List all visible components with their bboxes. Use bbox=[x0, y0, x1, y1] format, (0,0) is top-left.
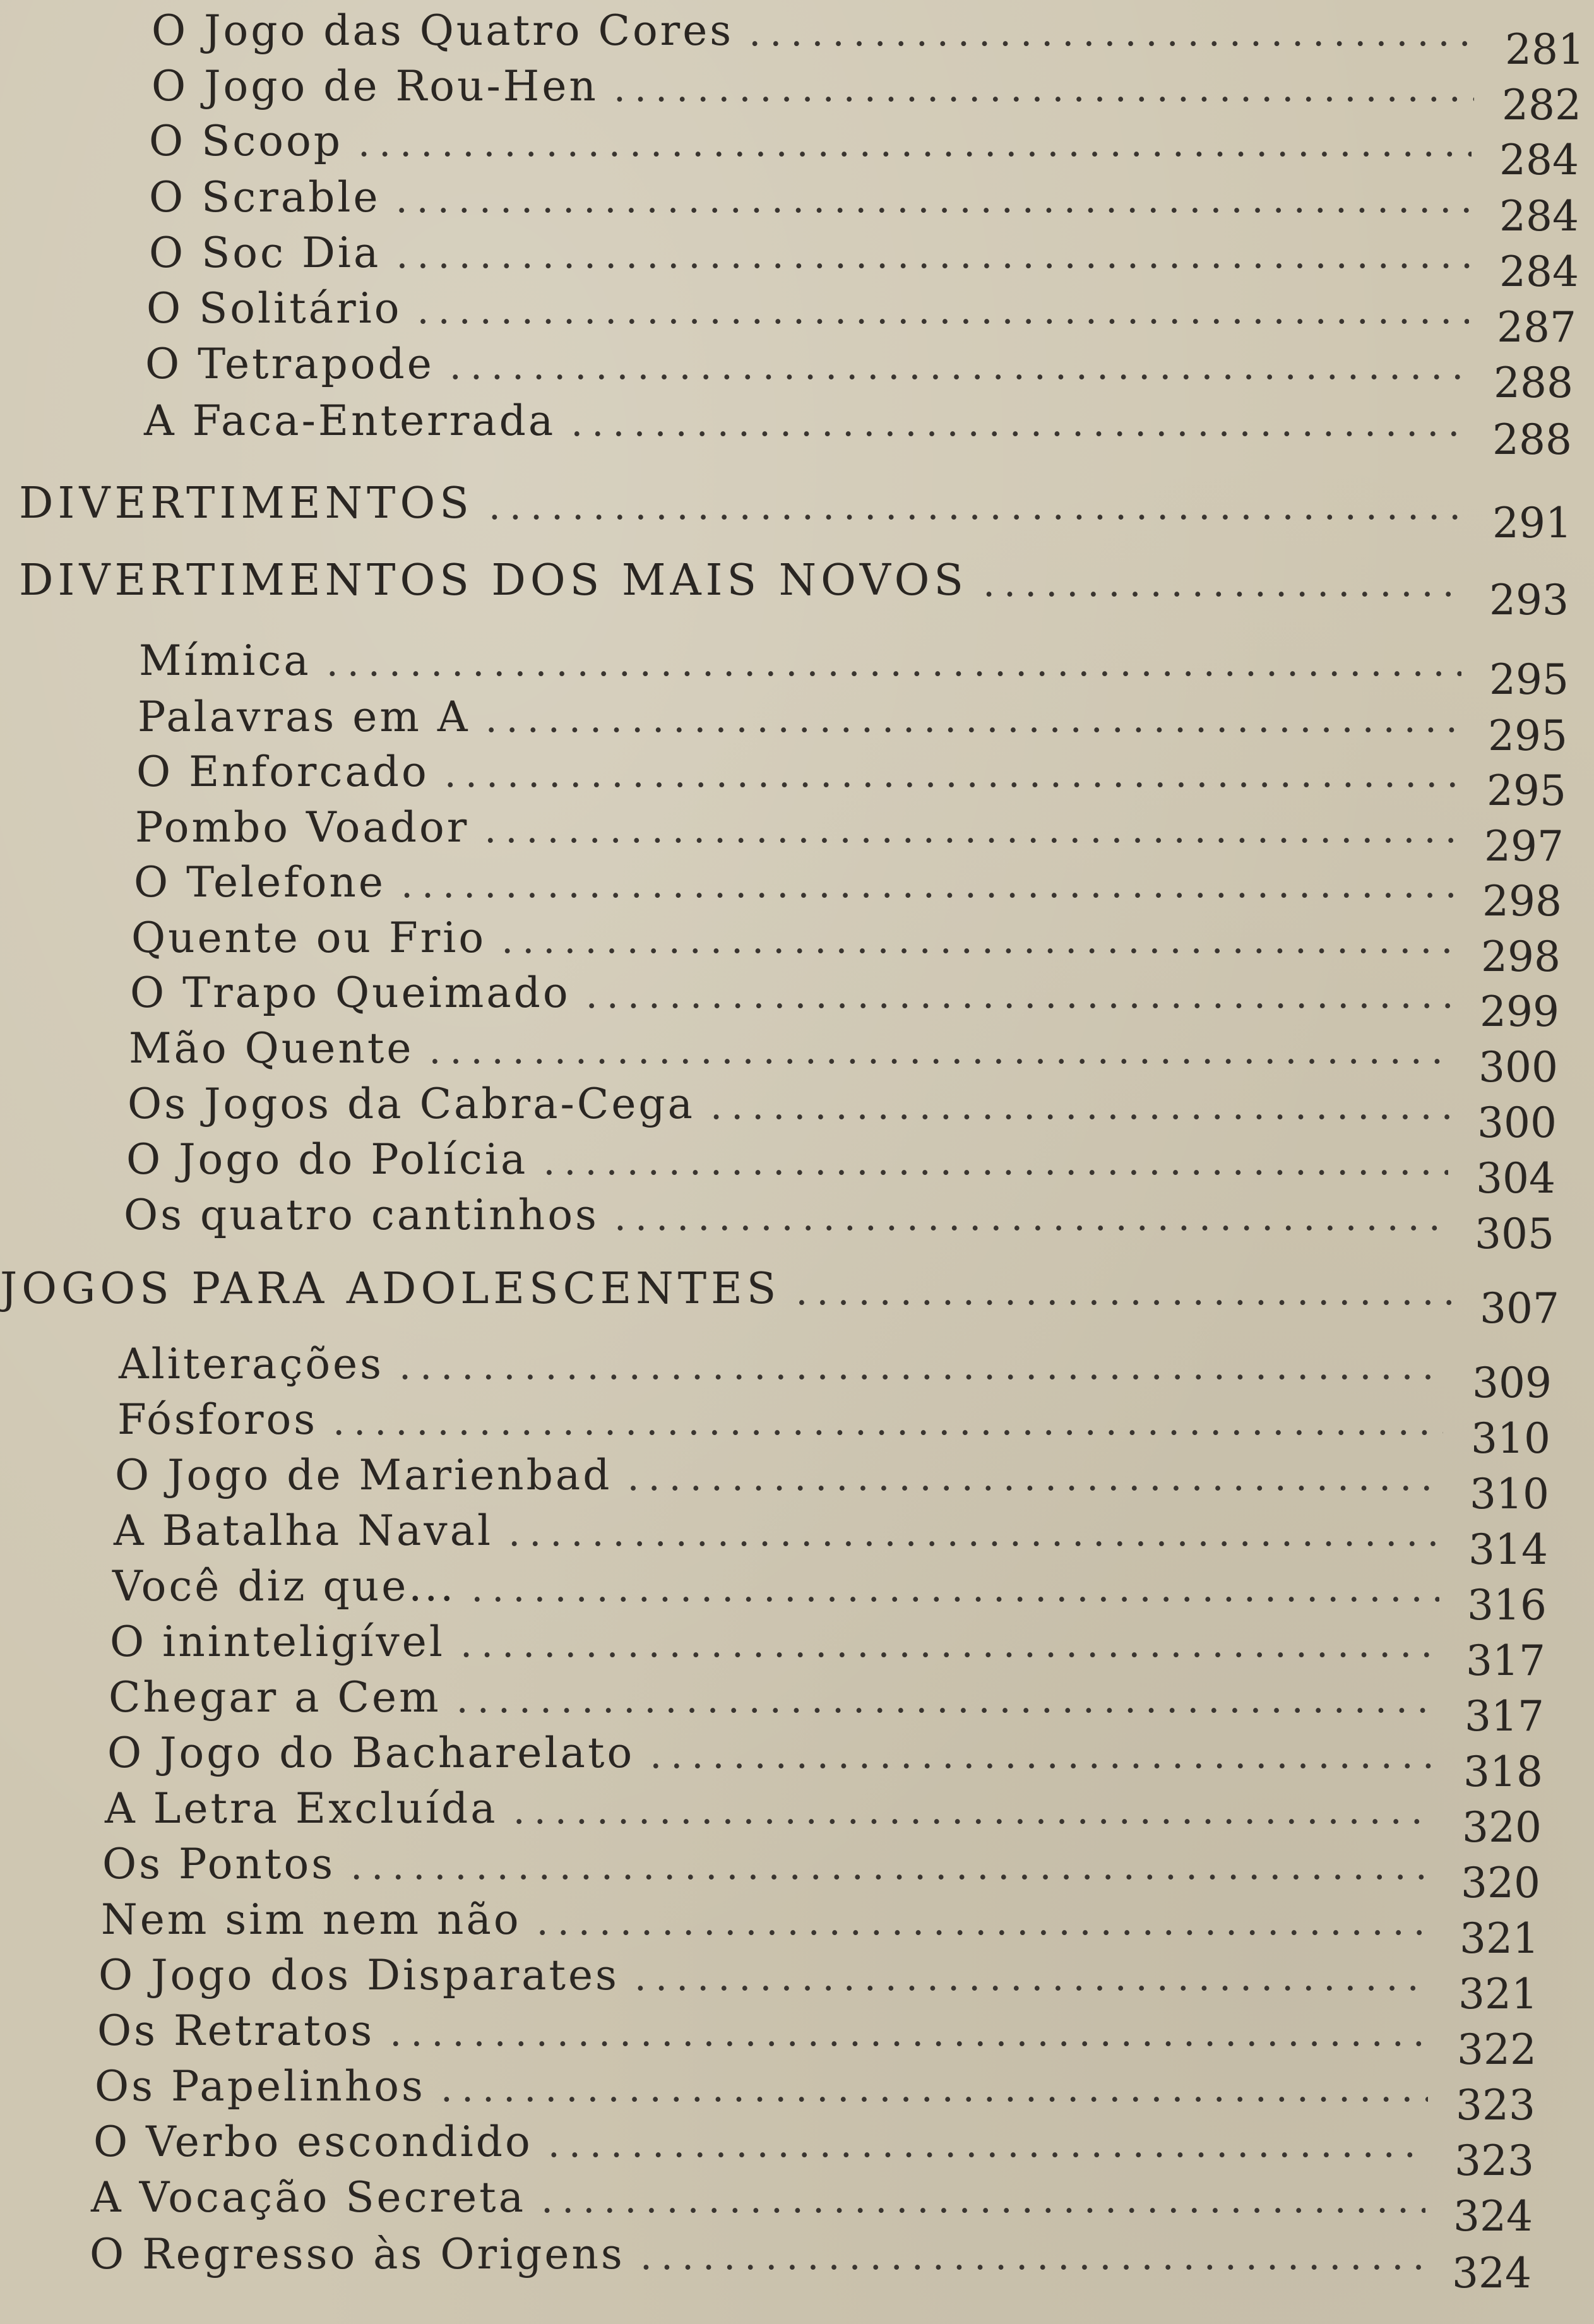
toc-entry-page: 324 bbox=[1452, 2249, 1532, 2297]
toc-entry-title: Os Retratos bbox=[97, 2006, 375, 2055]
dot-leader bbox=[614, 1198, 1447, 1236]
dot-leader bbox=[614, 69, 1474, 107]
toc-entry-page: 322 bbox=[1457, 2025, 1537, 2074]
dot-leader bbox=[548, 2125, 1427, 2163]
toc-entry-title: O Trapo Queimado bbox=[130, 968, 571, 1017]
toc-entry bbox=[134, 850, 1562, 926]
dot-leader bbox=[449, 347, 1466, 385]
toc-section-title: DIVERTIMENTOS bbox=[19, 479, 473, 528]
toc-entry-title: Os Jogos da Cabra-Cega bbox=[128, 1080, 696, 1128]
dot-leader bbox=[513, 1792, 1434, 1830]
toc-section-page: 307 bbox=[1480, 1284, 1559, 1333]
toc-entry-title: Os quatro cantinhos bbox=[124, 1191, 599, 1239]
toc-entry-title: O Jogo de Rou-Hen bbox=[152, 62, 598, 110]
toc-section-title: JOGOS PARA ADOLESCENTES bbox=[0, 1264, 781, 1314]
toc-entry-page: 316 bbox=[1467, 1581, 1547, 1630]
toc-entry-title: O Jogo do Polícia bbox=[126, 1135, 528, 1184]
toc-entry-page: 298 bbox=[1482, 877, 1562, 926]
toc-entry-title: O Scoop bbox=[149, 117, 343, 165]
toc-entry-title: A Faca-Enterrada bbox=[144, 396, 556, 445]
toc-entry-page: 310 bbox=[1470, 1470, 1549, 1518]
toc-entry bbox=[112, 1554, 1547, 1630]
toc-entry-title: O Scrable bbox=[149, 173, 381, 222]
toc-entry-page: 323 bbox=[1456, 2081, 1535, 2130]
toc-entry bbox=[144, 389, 1572, 464]
toc-entry bbox=[152, 0, 1585, 74]
dot-leader bbox=[417, 292, 1469, 330]
toc-entry-page: 324 bbox=[1453, 2192, 1533, 2241]
toc-entry bbox=[102, 1832, 1540, 1907]
toc-entry-title: O Jogo dos Disparates bbox=[98, 1951, 619, 1999]
toc-entry-page: 297 bbox=[1484, 822, 1564, 871]
dot-leader bbox=[795, 1273, 1452, 1311]
toc-section-page: 293 bbox=[1489, 576, 1569, 624]
toc-section-heading bbox=[19, 472, 1572, 547]
toc-entry-title: O Telefone bbox=[134, 858, 386, 907]
dot-leader bbox=[358, 124, 1472, 162]
toc-entry bbox=[149, 165, 1579, 241]
dot-leader bbox=[326, 644, 1461, 682]
toc-entry-page: 304 bbox=[1476, 1154, 1555, 1203]
toc-entry-title: Nem sim nem não bbox=[101, 1895, 521, 1944]
dot-leader bbox=[489, 487, 1465, 525]
dot-leader bbox=[501, 921, 1453, 959]
dot-leader bbox=[401, 866, 1454, 903]
toc-entry-page: 310 bbox=[1471, 1414, 1550, 1463]
dot-leader bbox=[399, 1347, 1444, 1385]
toc-entry-page: 321 bbox=[1458, 1970, 1538, 2018]
toc-entry bbox=[91, 2166, 1533, 2241]
toc-entry-title: Chegar a Cem bbox=[109, 1673, 441, 1722]
toc-entry bbox=[110, 1610, 1545, 1685]
toc-entry-title: O Verbo escondido bbox=[93, 2118, 533, 2166]
toc-entry-page: 282 bbox=[1502, 81, 1581, 129]
toc-entry bbox=[115, 1443, 1549, 1518]
dot-leader bbox=[460, 1625, 1438, 1663]
toc-entry-page: 281 bbox=[1505, 25, 1585, 74]
toc-entry-title: O Soc Dia bbox=[149, 229, 381, 277]
toc-entry bbox=[97, 1999, 1537, 2074]
toc-entry-page: 300 bbox=[1477, 1099, 1557, 1147]
dot-leader bbox=[484, 811, 1456, 849]
toc-entry-title: O Jogo de Marienbad bbox=[115, 1451, 612, 1499]
toc-entry-title: O Tetrapode bbox=[145, 340, 434, 388]
toc-entry bbox=[145, 332, 1573, 407]
toc-entry-title: Você diz que... bbox=[112, 1562, 456, 1611]
dot-leader bbox=[471, 1570, 1439, 1607]
dot-leader bbox=[640, 2238, 1424, 2275]
toc-entry bbox=[138, 685, 1567, 760]
toc-section-page: 291 bbox=[1492, 499, 1572, 547]
dot-leader bbox=[627, 1458, 1442, 1496]
toc-section-title: DIVERTIMENTOS DOS MAIS NOVOS bbox=[19, 556, 968, 605]
toc-entry-title: Pombo Voador bbox=[135, 803, 470, 852]
toc-entry bbox=[107, 1721, 1543, 1796]
toc-section-heading bbox=[0, 1258, 1559, 1333]
dot-leader bbox=[333, 1403, 1443, 1441]
dot-leader bbox=[508, 1514, 1441, 1552]
toc-entry-page: 284 bbox=[1499, 192, 1579, 241]
dot-leader bbox=[350, 1847, 1433, 1885]
toc-entry-page: 305 bbox=[1475, 1210, 1554, 1258]
toc-entry bbox=[119, 1332, 1552, 1407]
toc-entry-page: 323 bbox=[1454, 2136, 1534, 2185]
toc-entry-page: 317 bbox=[1466, 1636, 1545, 1685]
toc-entry bbox=[93, 2110, 1534, 2185]
toc-entry-title: Os Pontos bbox=[102, 1840, 336, 1888]
toc-entry-page: 314 bbox=[1468, 1525, 1548, 1574]
toc-entry bbox=[149, 221, 1579, 296]
toc-entry-title: Mímica bbox=[139, 636, 311, 685]
toc-entry bbox=[129, 1016, 1558, 1092]
toc-entry bbox=[131, 906, 1561, 981]
dot-leader bbox=[444, 755, 1459, 793]
toc-entry-title: O Solitário bbox=[146, 284, 402, 333]
toc-entry-title: Palavras em A bbox=[138, 693, 470, 741]
dot-leader bbox=[396, 181, 1472, 218]
toc-entry-page: 300 bbox=[1478, 1043, 1558, 1092]
dot-leader bbox=[571, 404, 1465, 442]
dot-leader bbox=[541, 2181, 1425, 2219]
toc-entry-page: 288 bbox=[1492, 415, 1572, 464]
toc-entry bbox=[130, 961, 1559, 1036]
toc-entry-page: 284 bbox=[1499, 136, 1579, 184]
toc-entry-page: 321 bbox=[1460, 1914, 1539, 1963]
toc-entry-page: 309 bbox=[1472, 1359, 1552, 1407]
toc-entry-page: 295 bbox=[1488, 712, 1567, 760]
toc-entry-title: A Letra Excluída bbox=[105, 1784, 498, 1833]
toc-entry bbox=[124, 1183, 1554, 1258]
dot-leader bbox=[396, 236, 1472, 274]
toc-entry bbox=[128, 1072, 1557, 1147]
dot-leader bbox=[537, 1903, 1432, 1941]
toc-entry bbox=[136, 740, 1566, 815]
toc-entry bbox=[109, 1666, 1544, 1741]
toc-entry-title: A Batalha Naval bbox=[114, 1506, 494, 1555]
toc-entry bbox=[139, 629, 1569, 704]
toc-entry-page: 317 bbox=[1465, 1692, 1544, 1741]
toc-entry-title: A Vocação Secreta bbox=[91, 2173, 526, 2222]
toc-entry-page: 284 bbox=[1499, 247, 1579, 296]
toc-entry-title: Quente ou Frio bbox=[131, 914, 487, 962]
toc-entry-title: Fósforos bbox=[117, 1395, 318, 1444]
dot-leader bbox=[586, 976, 1452, 1014]
dot-leader bbox=[390, 2014, 1429, 2052]
toc-entry-title: O Enforcado bbox=[136, 748, 429, 796]
toc-entry bbox=[95, 2054, 1535, 2130]
toc-entry-page: 295 bbox=[1487, 766, 1566, 815]
toc-entry bbox=[126, 1128, 1555, 1203]
toc-entry-page: 320 bbox=[1461, 1859, 1540, 1907]
toc-entry-title: Mão Quente bbox=[129, 1024, 414, 1073]
toc-entry bbox=[105, 1777, 1542, 1852]
toc-entry bbox=[101, 1888, 1539, 1963]
dot-leader bbox=[429, 1032, 1451, 1070]
toc-entry-title: O Jogo das Quatro Cores bbox=[152, 6, 734, 55]
dot-leader bbox=[710, 1087, 1449, 1125]
toc-entry-title: O Regresso às Origens bbox=[90, 2230, 625, 2279]
toc-entry-title: O Jogo do Bacharelato bbox=[107, 1729, 635, 1777]
toc-section-heading bbox=[19, 549, 1569, 624]
toc-entry bbox=[135, 796, 1564, 871]
toc-entry bbox=[98, 1943, 1538, 2018]
toc-entry bbox=[146, 277, 1576, 352]
toc-entry bbox=[114, 1499, 1548, 1574]
toc-entry-title: Os Papelinhos bbox=[95, 2062, 425, 2111]
toc-entry bbox=[152, 54, 1581, 129]
dot-leader bbox=[634, 1958, 1430, 1996]
toc-entry-title: Aliterações bbox=[119, 1340, 384, 1388]
dot-leader bbox=[749, 14, 1477, 52]
toc-entry-page: 295 bbox=[1489, 655, 1569, 704]
toc-entry-page: 318 bbox=[1463, 1748, 1543, 1796]
dot-leader bbox=[650, 1736, 1436, 1774]
toc-entry-title: O ininteligível bbox=[110, 1618, 445, 1666]
dot-leader bbox=[456, 1681, 1437, 1719]
dot-leader bbox=[441, 2070, 1428, 2107]
toc-entry bbox=[149, 109, 1579, 184]
toc-entry bbox=[117, 1388, 1550, 1463]
toc-entry-page: 320 bbox=[1462, 1803, 1542, 1852]
dot-leader bbox=[983, 564, 1461, 602]
dot-leader bbox=[485, 700, 1460, 738]
toc-entry-page: 288 bbox=[1494, 359, 1573, 407]
toc-entry-page: 298 bbox=[1481, 933, 1561, 981]
dot-leader bbox=[543, 1143, 1448, 1181]
toc-entry bbox=[90, 2222, 1532, 2297]
toc-entry-page: 299 bbox=[1480, 987, 1559, 1036]
toc-entry-page: 287 bbox=[1497, 303, 1576, 352]
